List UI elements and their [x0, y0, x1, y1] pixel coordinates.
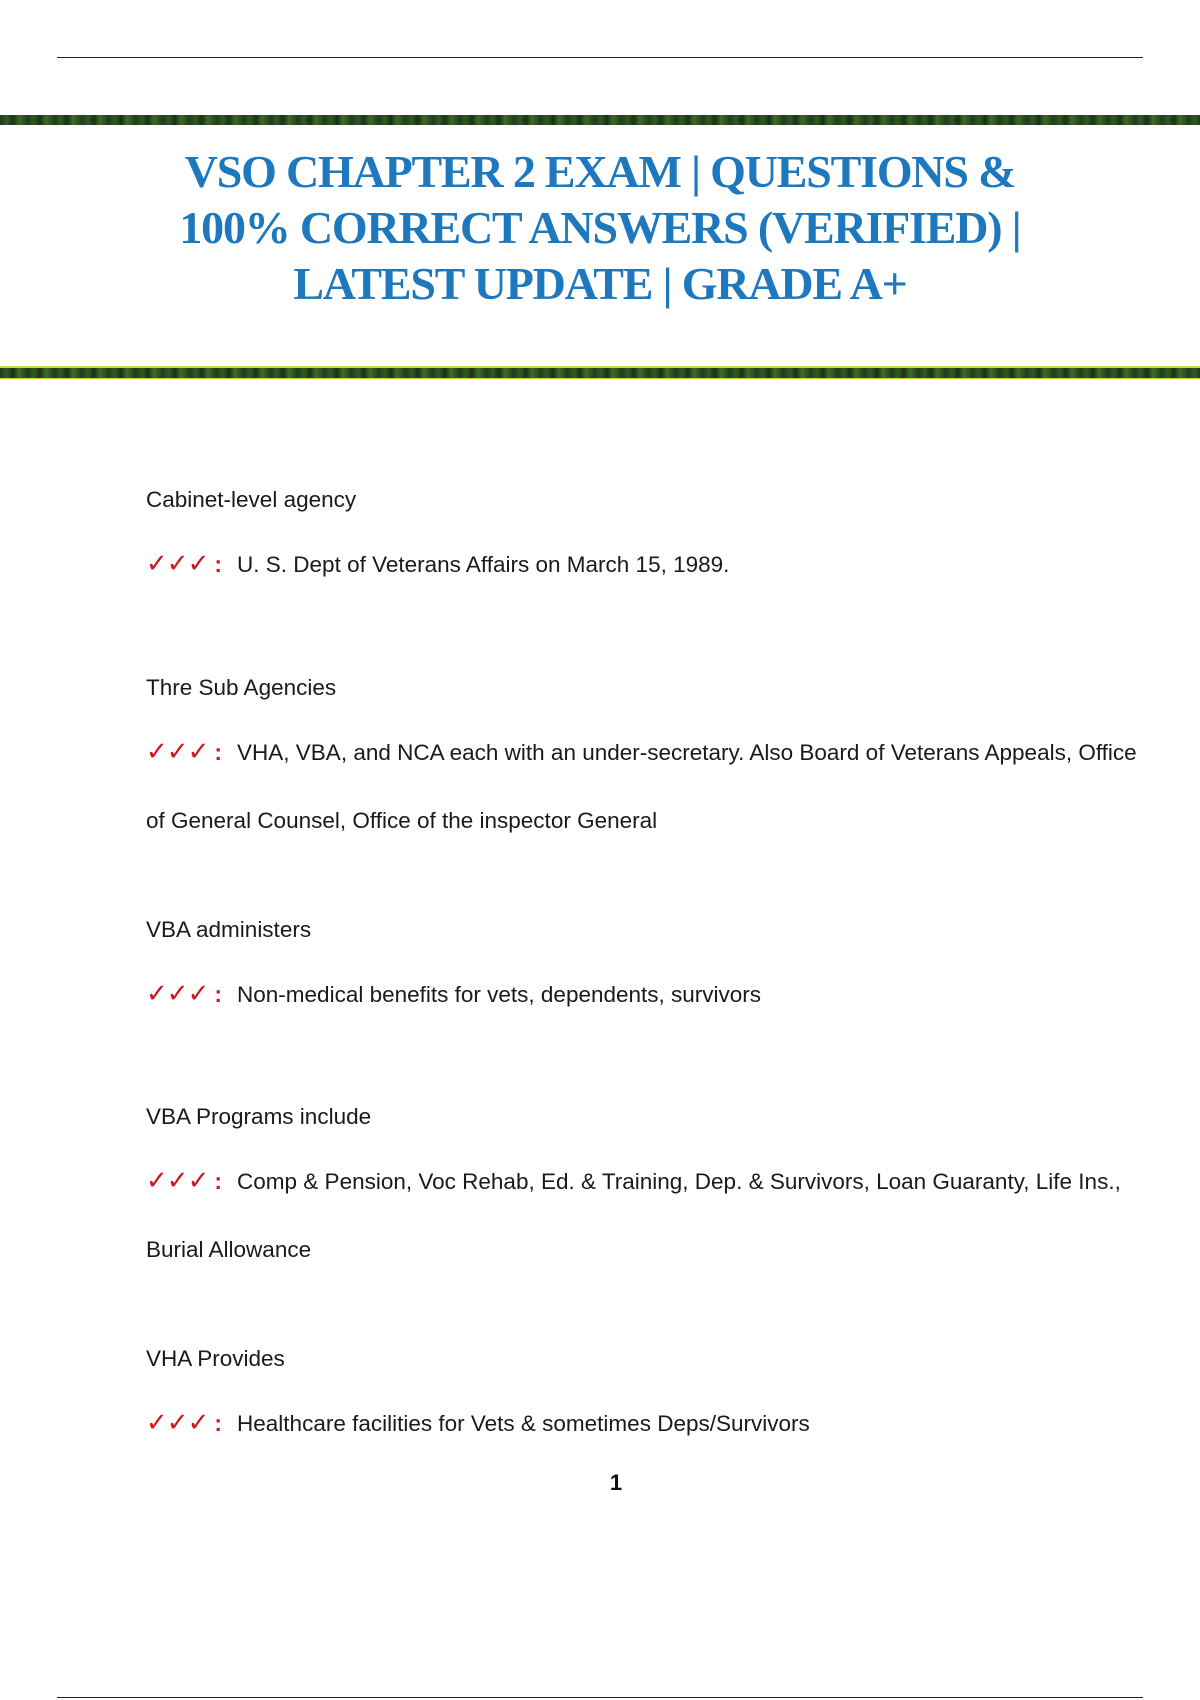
answer-text-block — [146, 530, 1146, 599]
title-line-2: 100% CORRECT ANSWERS (VERIFIED) | — [179, 202, 1021, 253]
question-text: Cabinet-level agency — [146, 487, 357, 512]
answer-text: Healthcare facilities for Vets & sometimes Deps/Survivors — [237, 1411, 810, 1436]
answer-text-block — [146, 960, 1146, 1029]
answer-text-block — [146, 1147, 1146, 1284]
header-rule — [57, 57, 1143, 58]
qa-item-4 — [146, 1102, 1146, 1303]
qa-item-2 — [146, 673, 1146, 874]
check-marks-icon: ✓✓✓ : — [146, 549, 222, 579]
answer-text: Non-medical benefits for vets, dependents, survivors — [237, 982, 762, 1007]
document-title — [60, 144, 1140, 312]
footer-rule — [57, 1697, 1143, 1698]
title-band-bottom — [0, 366, 1200, 379]
check-marks-icon: ✓✓✓ : — [146, 737, 222, 767]
answer-text: U. S. Dept of Veterans Affairs on March 15, 1989. — [237, 552, 730, 577]
answer-text-block — [146, 718, 1146, 855]
check-marks-icon: ✓✓✓ : — [146, 1408, 222, 1438]
check-marks-icon: ✓✓✓ : — [146, 979, 222, 1009]
qa-item-1 — [146, 485, 1146, 618]
answer-text: Comp & Pension, Voc Rehab, Ed. & Training, Dep. & Survivors, Loan Guaranty, Life Ins., Burial Allowance — [146, 1169, 1121, 1262]
qa-item-5 — [146, 1344, 1146, 1477]
title-band-top — [0, 115, 1200, 125]
question-text: VBA administers — [146, 917, 312, 942]
question-text: VBA Programs include — [146, 1104, 372, 1129]
title-line-3: LATEST UPDATE | GRADE A+ — [293, 258, 907, 309]
page-number: 1 — [609, 1470, 623, 1495]
answer-text: VHA, VBA, and NCA each with an under-secretary. Also Board of Veterans Appeals, Office of General Counsel, Office of the inspector General — [146, 740, 1137, 833]
title-line-1: VSO CHAPTER 2 EXAM | QUESTIONS & — [184, 146, 1016, 197]
question-text: Thre Sub Agencies — [146, 675, 337, 700]
answer-text-block — [146, 1389, 1146, 1458]
qa-item-3 — [146, 915, 1146, 1048]
check-marks-icon: ✓✓✓ : — [146, 1166, 222, 1196]
question-text: VHA Provides — [146, 1346, 285, 1371]
